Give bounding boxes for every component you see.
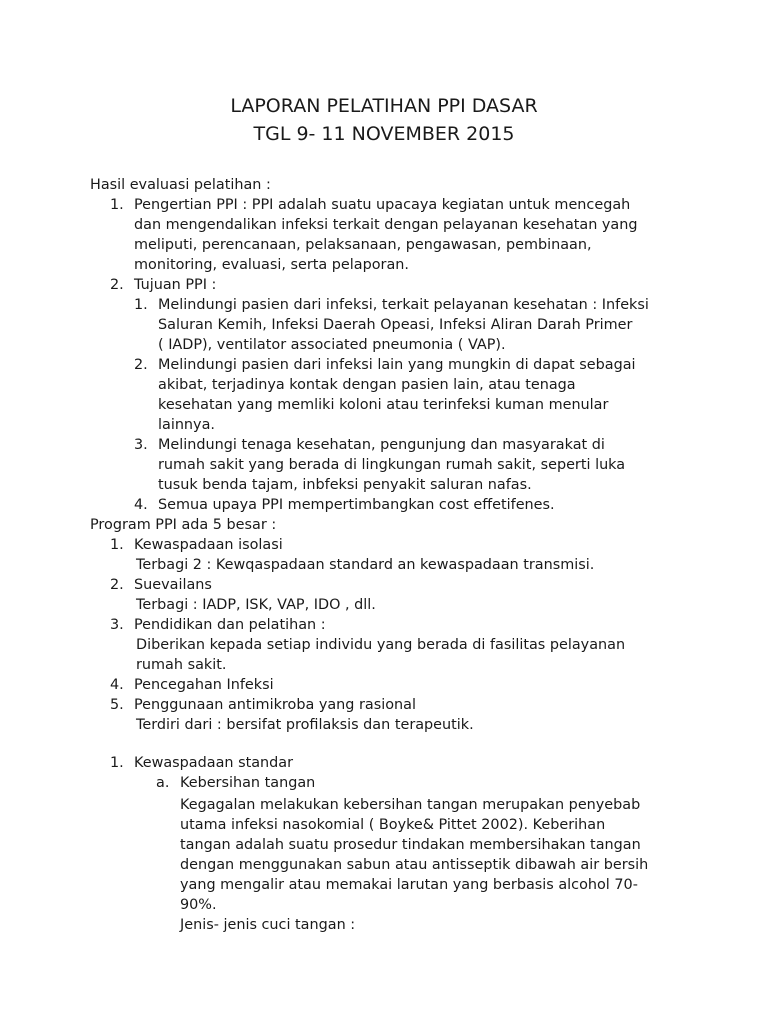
program-item	[110, 695, 690, 715]
document-title-line-2: TGL 9- 11 NOVEMBER 2015	[253, 123, 515, 145]
list-number: 3.	[110, 617, 124, 633]
program-item-detail: Terdiri dari : bersifat profilaksis dan terapeutik.	[136, 717, 474, 733]
hasil-heading: Hasil evaluasi pelatihan :	[90, 177, 271, 193]
list-item-label: Tujuan PPI :	[134, 277, 217, 293]
text-line: rumah sakit yang berada di lingkungan rumah sakit, seperti luka	[158, 457, 626, 473]
text-line: monitoring, evaluasi, serta pelaporan.	[134, 257, 409, 273]
list-number: 2.	[110, 277, 124, 293]
spacer	[90, 735, 690, 753]
program-heading: Program PPI ada 5 besar :	[90, 517, 277, 533]
text-line: Pengertian PPI : PPI adalah suatu upacaya kegiatan untuk mencegah	[134, 197, 631, 213]
text-line: Melindungi tenaga kesehatan, pengunjung dan masyarakat di	[158, 437, 605, 453]
list-item-label: Kewaspadaan isolasi	[134, 537, 283, 553]
list-item-label: Suevailans	[134, 577, 212, 593]
list-number: 2.	[110, 577, 124, 593]
list-number: 5.	[110, 697, 124, 713]
list-item-tujuan	[110, 275, 690, 295]
sub-list-item	[134, 295, 690, 355]
list-number: 3.	[134, 437, 148, 453]
kewaspadaan-item	[110, 753, 690, 773]
program-item	[110, 575, 690, 595]
list-item-label: Pencegahan Infeksi	[134, 677, 274, 693]
text-line: tusuk benda tajam, inbfeksi penyakit saluran nafas.	[158, 477, 532, 493]
list-item-label: Penggunaan antimikroba yang rasional	[134, 697, 416, 713]
sub-list-item	[134, 495, 690, 515]
text-line: Saluran Kemih, Infeksi Daerah Opeasi, Infeksi Aliran Darah Primer	[158, 317, 633, 333]
paragraph-kebersihan-tangan	[180, 795, 690, 935]
text-line: meliputi, perencanaan, pelaksanaan, pengawasan, pembinaan,	[134, 237, 592, 253]
program-item-detail: rumah sakit.	[136, 657, 227, 673]
program-item-detail: Terbagi : IADP, ISK, VAP, IDO , dll.	[136, 597, 376, 613]
text-line: Jenis- jenis cuci tangan :	[180, 917, 356, 933]
sub-letter-item	[156, 773, 690, 793]
text-line: dengan menggunakan sabun atau antisseptik dibawah air bersih	[180, 857, 649, 873]
list-number: 4.	[110, 677, 124, 693]
list-number: 1.	[134, 297, 148, 313]
text-line: ( IADP), ventilator associated pneumonia ( VAP).	[158, 337, 506, 353]
text-line: akibat, terjadinya kontak dengan pasien lain, atau tenaga	[158, 377, 576, 393]
list-number: 1.	[110, 755, 124, 771]
list-item-label: Pendidikan dan pelatihan :	[134, 617, 326, 633]
text-line: tangan adalah suatu prosedur tindakan membersihakan tangan	[180, 837, 641, 853]
program-item	[110, 675, 690, 695]
list-number: 1.	[110, 537, 124, 553]
list-item-pengertian	[110, 195, 690, 275]
document-title-line-1: LAPORAN PELATIHAN PPI DASAR	[230, 95, 538, 117]
list-number: 2.	[134, 357, 148, 373]
text-line: yang mengalir atau memakai larutan yang berbasis alcohol 70-	[180, 877, 638, 893]
sub-list-item	[134, 355, 690, 435]
text-line: Melindungi pasien dari infeksi lain yang mungkin di dapat sebagai	[158, 357, 636, 373]
text-line: lainnya.	[158, 417, 215, 433]
program-item	[110, 535, 690, 555]
text-line: Semua upaya PPI mempertimbangkan cost effetifenes.	[158, 497, 555, 513]
list-number: 4.	[134, 497, 148, 513]
text-line: Kegagalan melakukan kebersihan tangan merupakan penyebab	[180, 797, 641, 813]
program-item-detail: Diberikan kepada setiap individu yang berada di fasilitas pelayanan	[136, 637, 626, 653]
text-line: utama infeksi nasokomial ( Boyke& Pittet 2002). Keberihan	[180, 817, 606, 833]
list-item-label: Kewaspadaan standar	[134, 755, 294, 771]
program-item	[110, 615, 690, 635]
program-item-detail: Terbagi 2 : Kewqaspadaan standard an kewaspadaan transmisi.	[136, 557, 595, 573]
text-line: kesehatan yang memliki koloni atau terinfeksi kuman menular	[158, 397, 609, 413]
sub-list-item	[134, 435, 690, 495]
text-line: Melindungi pasien dari infeksi, terkait pelayanan kesehatan : Infeksi	[158, 297, 649, 313]
text-line: dan mengendalikan infeksi terkait dengan pelayanan kesehatan yang	[134, 217, 638, 233]
document-body	[90, 175, 690, 935]
list-number: 1.	[110, 197, 124, 213]
text-line: 90%.	[180, 897, 217, 913]
list-item-label: Kebersihan tangan	[180, 775, 316, 791]
list-letter: a.	[156, 775, 170, 791]
